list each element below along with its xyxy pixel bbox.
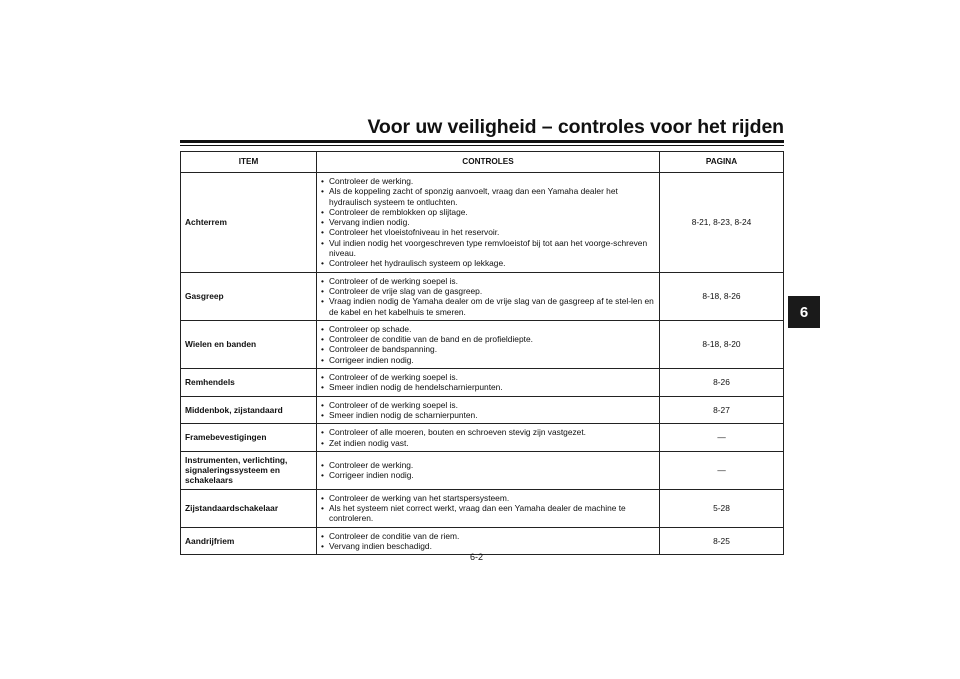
row-item: Instrumenten, verlichting, signaleringssysteem en schakelaars: [181, 451, 317, 489]
check-list: [321, 460, 655, 481]
check-item: • Controleer de remblokken op slijtage.: [321, 207, 655, 217]
title-rule-thin: [180, 145, 784, 146]
table-row: [181, 272, 784, 320]
check-item: • Controleer de werking van het startspersysteem.: [321, 493, 655, 503]
row-page: 8-26: [660, 369, 784, 397]
check-list: [321, 324, 655, 365]
row-item: Framebevestigingen: [181, 424, 317, 452]
table-row: [181, 396, 784, 424]
table-row: [181, 173, 784, 273]
check-item: • Controleer of de werking soepel is.: [321, 276, 655, 286]
check-list: [321, 493, 655, 524]
title-rule-thick: [180, 140, 784, 143]
page-title: Voor uw veiligheid – controles voor het rijden: [367, 116, 784, 138]
check-list: [321, 427, 655, 448]
header-item: ITEM: [181, 152, 317, 173]
table-row: [181, 489, 784, 527]
row-checks: [317, 424, 660, 452]
row-item: Aandrijfriem: [181, 527, 317, 555]
row-checks: [317, 527, 660, 555]
table-body: [181, 173, 784, 555]
row-checks: [317, 369, 660, 397]
check-item: • Controleer het hydraulisch systeem op lekkage.: [321, 258, 655, 268]
page-number: 6-2: [470, 552, 484, 562]
table-row: [181, 320, 784, 368]
row-page: 8-27: [660, 396, 784, 424]
check-item: • Vervang indien beschadigd.: [321, 541, 655, 551]
check-item: • Controleer de bandspanning.: [321, 344, 655, 354]
check-list: [321, 276, 655, 317]
row-checks: [317, 272, 660, 320]
check-item: • Controleer of de werking soepel is.: [321, 372, 655, 382]
table-row: [181, 451, 784, 489]
row-item: Zijstandaardschakelaar: [181, 489, 317, 527]
header-page: PAGINA: [660, 152, 784, 173]
check-item: • Corrigeer indien nodig.: [321, 355, 655, 365]
check-item: • Smeer indien nodig de scharnierpunten.: [321, 410, 655, 420]
row-item: Remhendels: [181, 369, 317, 397]
chapter-tab: 6: [788, 296, 820, 328]
row-page: 8-18, 8-26: [660, 272, 784, 320]
check-item: • Controleer de werking.: [321, 460, 655, 470]
row-checks: [317, 173, 660, 273]
check-item: • Controleer op schade.: [321, 324, 655, 334]
check-list: [321, 176, 655, 269]
table-row: [181, 424, 784, 452]
table-row: [181, 527, 784, 555]
row-page: —: [660, 451, 784, 489]
check-item: • Controleer of de werking soepel is.: [321, 400, 655, 410]
pre-ride-checks-table: [180, 151, 784, 555]
table-row: [181, 369, 784, 397]
row-page: —: [660, 424, 784, 452]
check-item: • Zet indien nodig vast.: [321, 438, 655, 448]
row-page: 5-28: [660, 489, 784, 527]
check-item: • Controleer de conditie van de riem.: [321, 531, 655, 541]
check-item: • Vul indien nodig het voorgeschreven type remvloeistof bij tot aan het voorge-schreven niveau.: [321, 238, 655, 259]
check-item: • Controleer de vrije slag van de gasgreep.: [321, 286, 655, 296]
row-item: Middenbok, zijstandaard: [181, 396, 317, 424]
row-item: Gasgreep: [181, 272, 317, 320]
check-item: • Controleer het vloeistofniveau in het reservoir.: [321, 227, 655, 237]
row-page: 8-25: [660, 527, 784, 555]
header-checks: CONTROLES: [317, 152, 660, 173]
row-item: Wielen en banden: [181, 320, 317, 368]
check-item: • Smeer indien nodig de hendelscharnierpunten.: [321, 382, 655, 392]
table-header-row: [181, 152, 784, 173]
check-item: • Controleer of alle moeren, bouten en schroeven stevig zijn vastgezet.: [321, 427, 655, 437]
row-checks: [317, 320, 660, 368]
row-page: 8-18, 8-20: [660, 320, 784, 368]
check-item: • Als het systeem niet correct werkt, vraag dan een Yamaha dealer de machine te controleren.: [321, 503, 655, 524]
row-page: 8-21, 8-23, 8-24: [660, 173, 784, 273]
check-list: [321, 372, 655, 393]
check-item: • Controleer de conditie van de band en de profieldiepte.: [321, 334, 655, 344]
row-item: Achterrem: [181, 173, 317, 273]
row-checks: [317, 489, 660, 527]
check-item: • Controleer de werking.: [321, 176, 655, 186]
row-checks: [317, 396, 660, 424]
check-item: • Als de koppeling zacht of sponzig aanvoelt, vraag dan een Yamaha dealer het hydraulisch systeem te ontluchten.: [321, 186, 655, 207]
check-item: • Vraag indien nodig de Yamaha dealer om de vrije slag van de gasgreep af te stel-len en de kabel en het kabelhuis te smeren.: [321, 296, 655, 317]
check-item: • Vervang indien nodig.: [321, 217, 655, 227]
check-list: [321, 531, 655, 552]
check-list: [321, 400, 655, 421]
check-item: • Corrigeer indien nodig.: [321, 470, 655, 480]
row-checks: [317, 451, 660, 489]
